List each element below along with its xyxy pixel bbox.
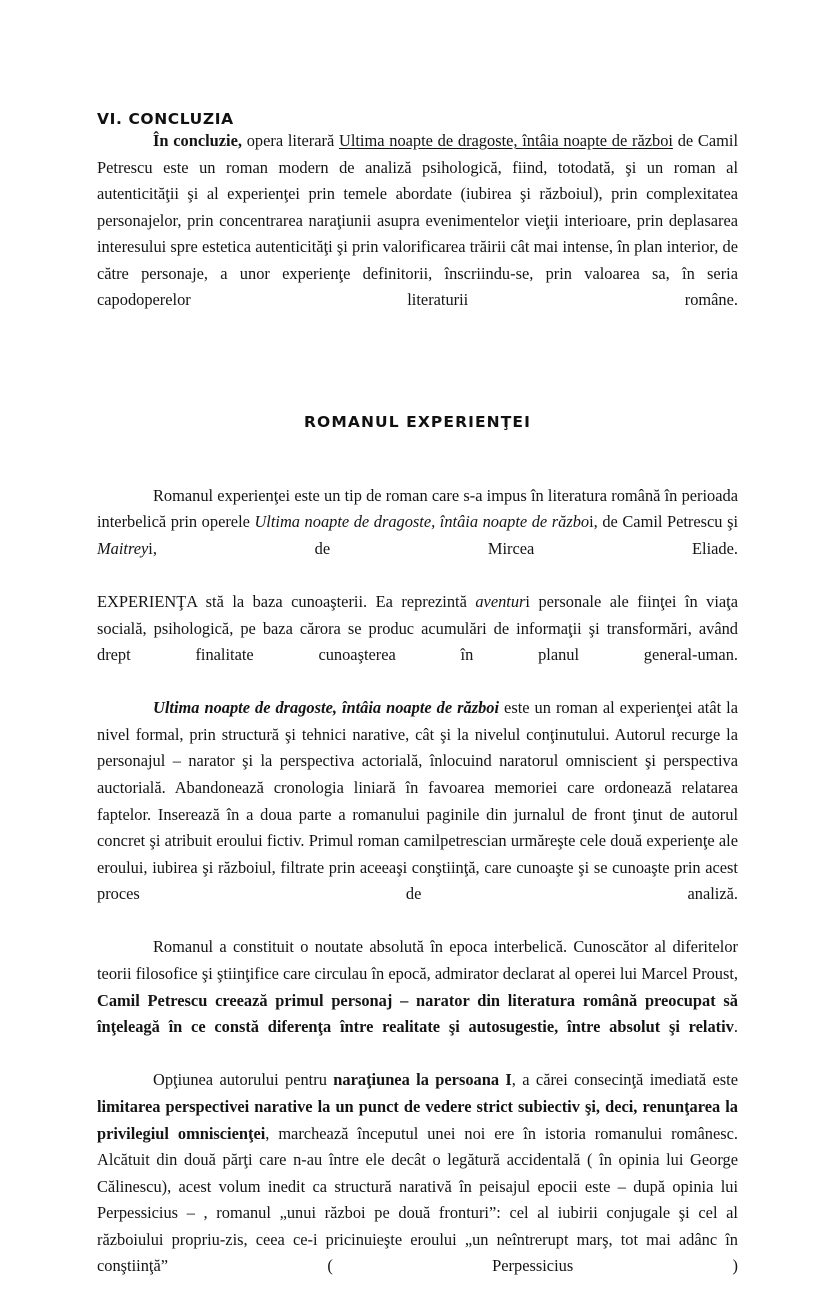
text-run-normal: . <box>733 1017 738 1037</box>
paragraph-concluzie <box>97 128 738 341</box>
text-run-normal: , a cărei consecinţă imediată este <box>511 1070 738 1090</box>
concluzie-part1: opera literară <box>241 131 339 150</box>
text-run-normal: i personale ale fiinţei în viaţa socială, psihologică, pe baza cărora se produc acumulări de informaţii şi transformări, având drept finalitate cunoaşterea în planul general-uman. <box>97 591 738 665</box>
text-run-bold: Camil Petrescu creează primul personaj – narator din literatura română preocupat să înţeleagă în ce constă diferenţa între realitate şi autosugestie, între absolut şi relativ <box>97 990 738 1037</box>
text-run-normal: i, de Mircea Eliade. <box>148 538 738 558</box>
body-content <box>97 483 738 1307</box>
concluzie-part2: de Camil Petrescu este un roman modern de analiză psihologică, fiind, totodată, şi un roman al autenticităţii şi al experienţei prin temele abordate (iubirea şi războiul), prin complexitatea personajelor, prin concentrarea naraţiunii asupra evenimentelor vieţii interioare, prin deplasarea interesului spre estetica autenticităţi şi prin valorificarea trăirii cât mai intense, în plan interior, de către personaje, a unor experienţe definitorii, înscriindu-se, prin valoarea sa, în seria capodoperelor literaturii române. <box>97 131 738 310</box>
paragraph-definitie-roman-experientei <box>97 483 738 589</box>
text-run-normal: Opţiunea autorului pentru <box>153 1070 334 1090</box>
paragraph-optiunea-autorului <box>97 1067 738 1306</box>
text-run-normal: i, de Camil Petrescu şi <box>589 512 738 532</box>
text-run-normal: , marchează începutul unei noi ere în istoria romanului românesc. Alcătuit din două părţi care n-au între ele decât o legătură accidentală ( în opinia lui George Călinescu), acest volum inedit ca structură narativă în peisajul epocii este – după opinia lui Perpessicius – , romanul „unui război pe două fronturi”: cel al iubirii conjugale şi cel al războiului propriu-zis, ceea ce-i pricinuieşte eroului „un neîntrerupt marş, tot mai adânc în conştiinţă” ( Perpessicius ) <box>97 1123 738 1276</box>
novel-title-underlined: Ultima noapte de dragoste, întâia noapte de război <box>338 131 673 150</box>
page-title-romanul-experientei: ROMANUL EXPERIENŢEI <box>304 412 531 431</box>
concluzie-lead: În concluzie, <box>153 131 242 150</box>
paragraph-experienta-baza-cunoasterii <box>97 589 738 695</box>
text-run-italic: aventur <box>475 591 526 611</box>
paragraph-noutate-absoluta <box>97 934 738 1067</box>
text-run-italic: Maitrey <box>97 538 149 558</box>
text-run-bold-italic: Ultima noapte de dragoste, întâia noapte de război <box>153 698 500 718</box>
text-run-normal: este un roman al experienţei atât la nivel formal, prin structură şi tehnici narative, cât şi la nivelul conţinutului. Autorul recurge la personajul – narator şi la perspectiva actorială, înlocuind naratorul omniscient şi perspectiva auctorială. Abandonează cronologia liniară în favoarea memoriei care ordonează relatarea faptelor. Inserează în a doua parte a romanului paginile din jurnalul de front ţinut de autorul concret şi atribuit eroului fictiv. Primul roman camilpetrescian urmăreşte cele două experienţe ale eroului, iubirea şi războiul, filtrate prin aceeaşi conştiinţă, care cunoaşte şi se cunoaşte prin acest proces de analiză. <box>97 698 738 904</box>
text-run-bold: naraţiunea la persoana I <box>333 1070 512 1090</box>
text-run-normal: Romanul experienţei este un tip de roman care s-a impus în literatura română în perioada interbelică prin operele <box>97 485 738 532</box>
paragraph-roman-al-experientei <box>97 695 738 934</box>
text-run-bold: limitarea perspectivei narative la un punct de vedere strict subiectiv şi, deci, renunţarea la privilegiul omniscienţei <box>97 1096 738 1143</box>
text-run-italic: Ultima noapte de dragoste, întâia noapte de războ <box>254 512 590 532</box>
section-heading-concluzia: VI. CONCLUZIA <box>97 110 234 128</box>
text-run-normal: EXPERIENŢA stă la baza cunoaşterii. Ea reprezintă <box>97 591 476 611</box>
text-run-normal: Romanul a constituit o noutate absolută în epoca interbelică. Cunoscător al diferitelor teorii filosofice şi ştiinţifice care circulau în epocă, admirator declarat al operei lui Marcel Proust, <box>97 937 738 984</box>
